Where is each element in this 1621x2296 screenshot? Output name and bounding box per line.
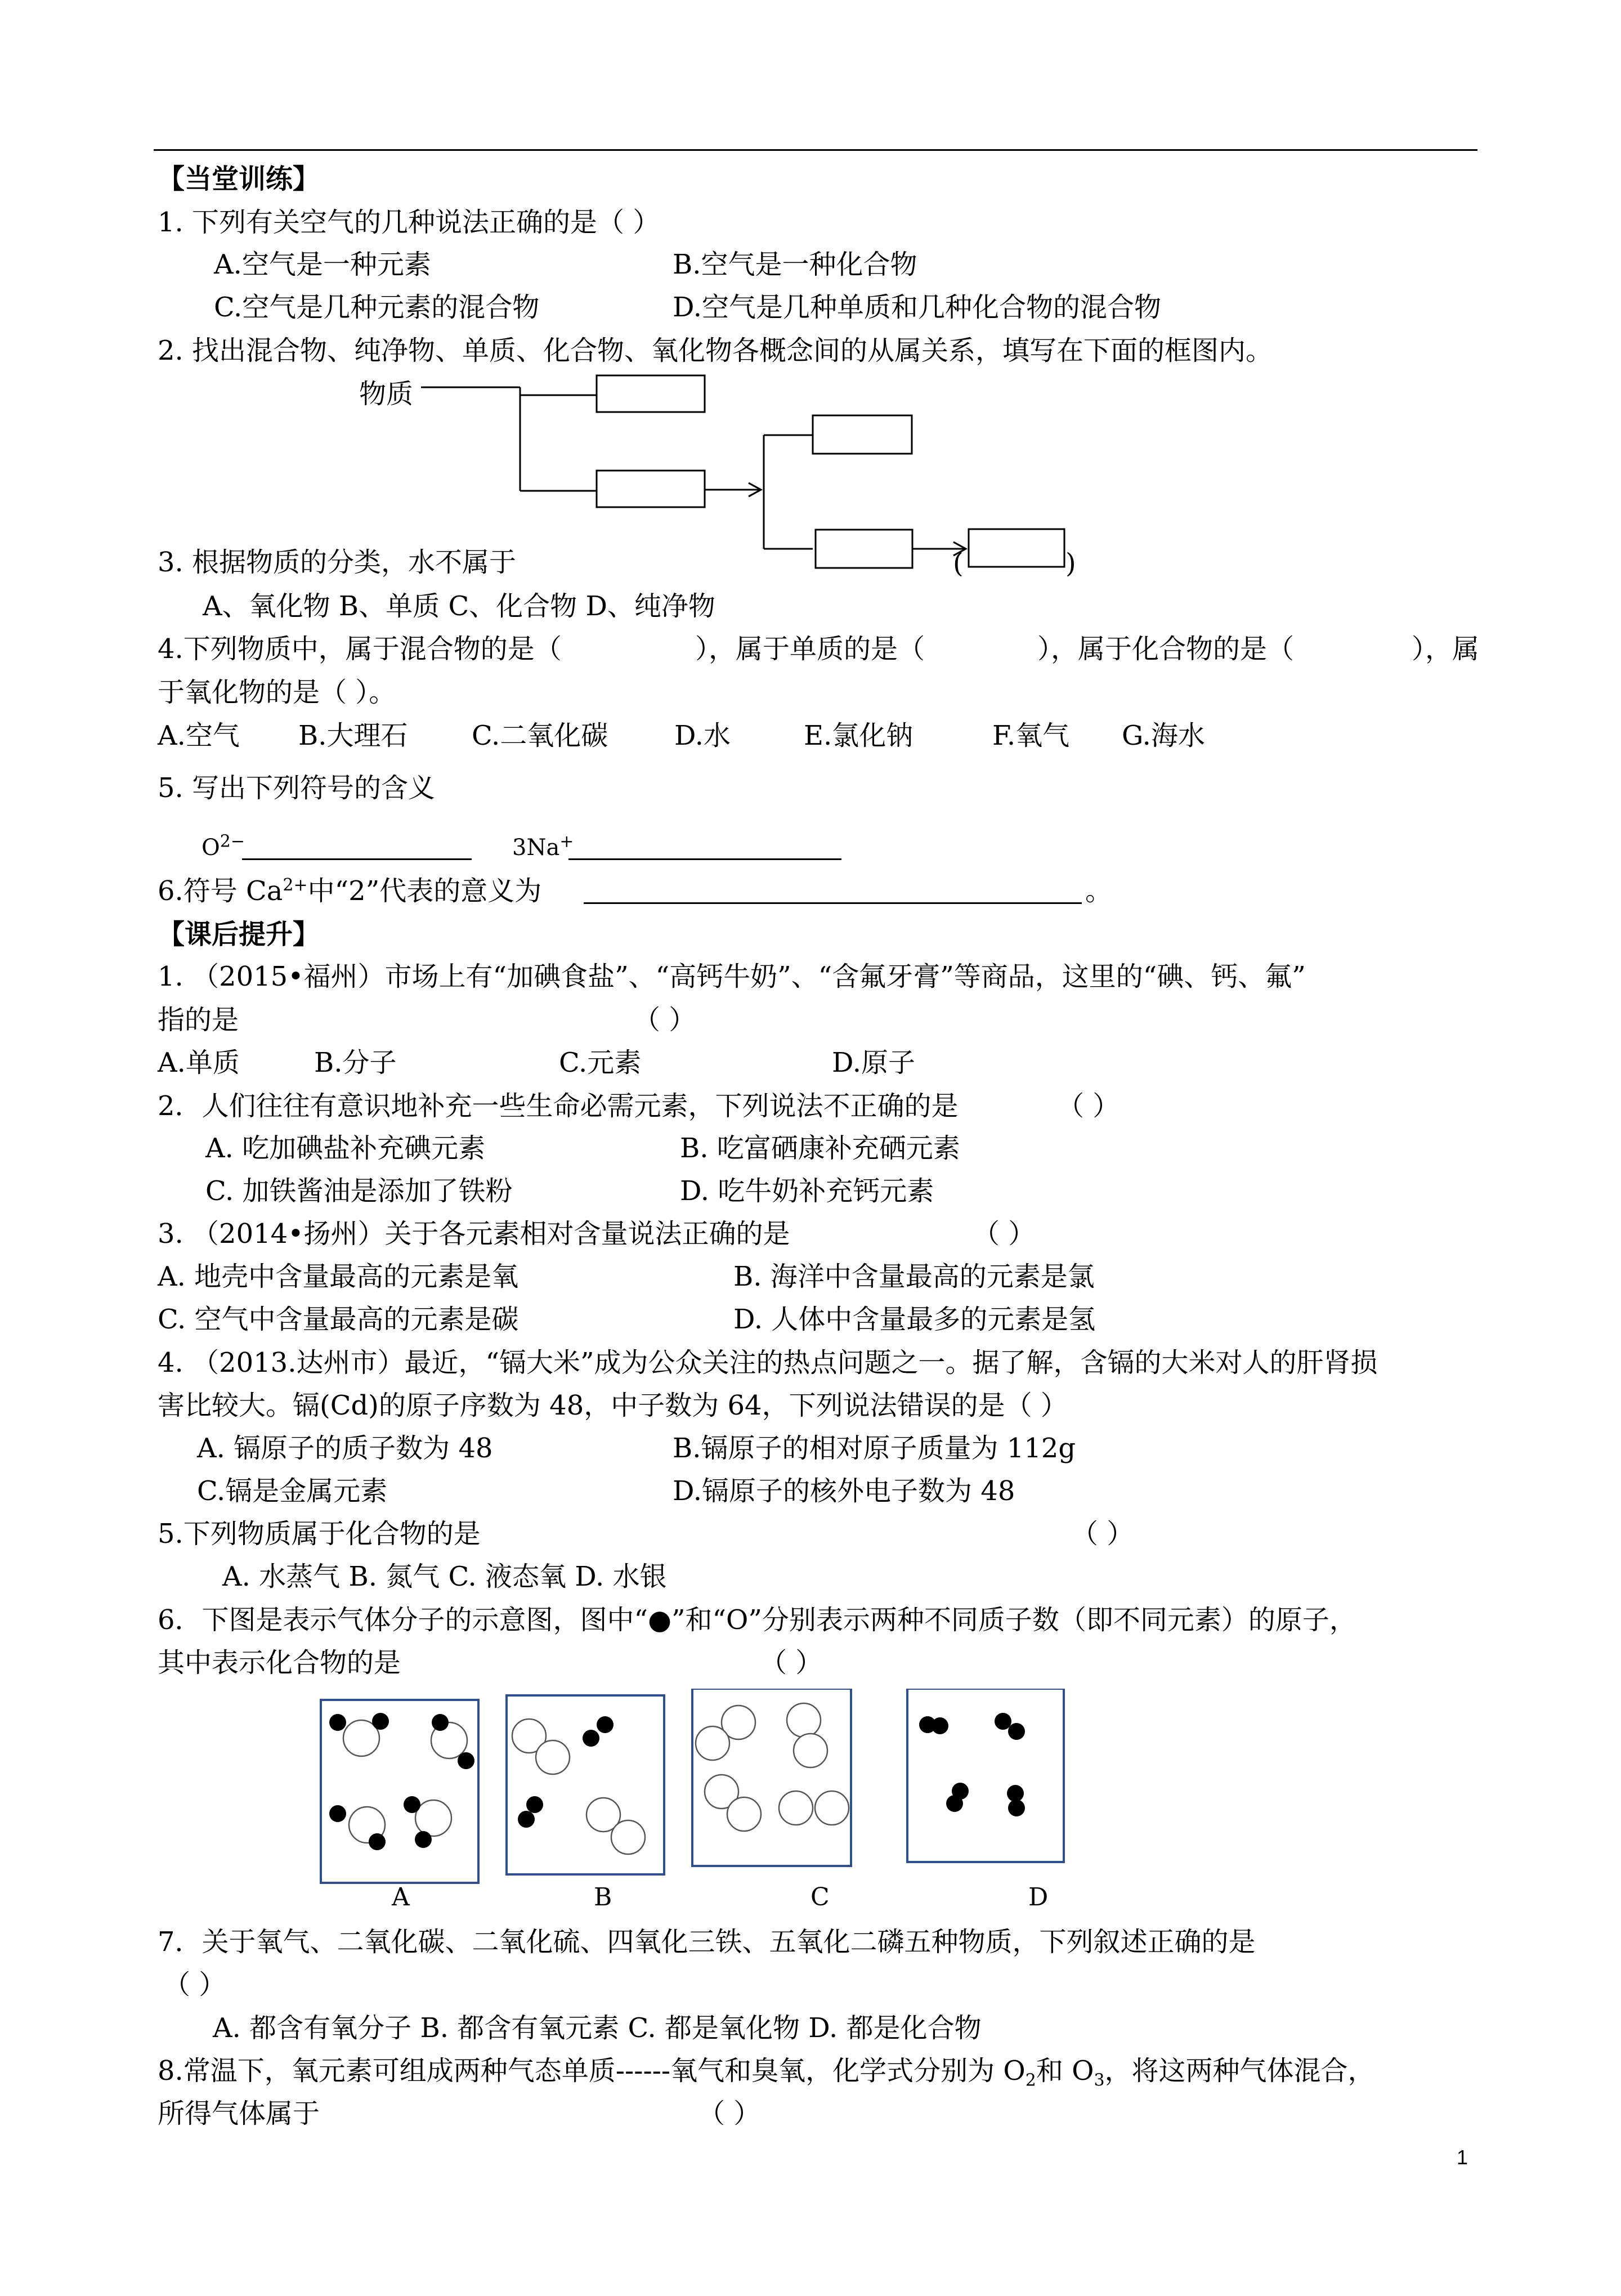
- q2-root-label: 物质: [359, 378, 414, 410]
- q6-answer-blank[interactable]: [584, 902, 1082, 904]
- q4-line1-b: ），属于单质的是（: [695, 633, 925, 665]
- section-title-classroom: 【当堂训练】: [158, 163, 320, 195]
- classification-diagram: [417, 366, 1114, 574]
- s2-q2-option-c: C. 加铁酱油是添加了铁粉: [205, 1175, 513, 1207]
- q5-stem: 5. 写出下列符号的含义: [158, 772, 436, 804]
- q1-option-a: A.空气是一种元素: [214, 249, 431, 280]
- molecule-diagrams: [315, 1689, 1081, 1891]
- q3-paren-close: ): [1065, 548, 1076, 579]
- q1-option-d: D.空气是几种单质和几种化合物的混合物: [673, 292, 1162, 323]
- q4-option-a: A.空气: [158, 720, 240, 751]
- q4-line2: 于氧化物的是（ ）。: [158, 677, 396, 708]
- q3-paren-open: (: [953, 548, 964, 579]
- diagram-box-5: [969, 529, 1064, 567]
- s2-q4-option-d: D.镉原子的核外电子数为 48: [673, 1475, 1015, 1507]
- q5-answer-blank-1[interactable]: [242, 858, 472, 860]
- s2-q6-line1: 6．下图是表示气体分子的示意图，图中“●”和“O”分别表示两种不同质子数（即不同元素）的原子，: [158, 1604, 1356, 1636]
- molecule-label-b: B: [594, 1883, 612, 1912]
- molecule-box-b: [507, 1695, 664, 1874]
- molecule-box-d: [907, 1689, 1064, 1862]
- molecule-label-d: D: [1028, 1883, 1049, 1912]
- q1-stem: 1. 下列有关空气的几种说法正确的是（ ）: [158, 207, 660, 238]
- page-number: 1: [1457, 2146, 1468, 2169]
- s2-q7-line1: 7．关于氧气、二氧化碳、二氧化硫、四氧化三铁、五氧化二磷五种物质，下列叙述正确的是: [158, 1926, 1256, 1958]
- s2-q3-stem: 3. （2014•扬州）关于各元素相对含量说法正确的是: [158, 1218, 790, 1250]
- s2-q2-stem: 2．人们往往有意识地补充一些生命必需元素，下列说法不正确的是: [158, 1090, 959, 1122]
- s2-q6-paren: （ ）: [760, 1647, 823, 1679]
- q4-option-g: G.海水: [1122, 720, 1205, 751]
- header-rule: [154, 149, 1477, 151]
- diagram-box-3: [813, 415, 912, 454]
- s2-q1-option-d: D.原子: [832, 1047, 916, 1078]
- q3-options: A、氧化物 B、单质 C、化合物 D、纯净物: [203, 590, 715, 622]
- diagram-box-1: [597, 375, 705, 412]
- s2-q8-line1: 8.常温下，氧元素可组成两种气态单质------氧气和臭氧，化学式分别为 $O_2$和 $O_3$，将这两种气体混合，: [158, 2055, 1375, 2091]
- s2-q3-option-d: D. 人体中含量最多的元素是氢: [733, 1304, 1096, 1335]
- q5-symbol-sodium-ion: 3Na+: [512, 831, 574, 861]
- q2-stem: 2. 找出混合物、纯净物、单质、化合物、氧化物各概念间的从属关系，填写在下面的框图内。: [158, 335, 1273, 366]
- molecule-label-a: A: [392, 1883, 410, 1912]
- section-title-after-class: 【课后提升】: [158, 919, 320, 950]
- s2-q1-option-a: A.单质: [158, 1047, 240, 1078]
- q4-option-e: E.氯化钠: [804, 720, 914, 751]
- q3-stem: 3. 根据物质的分类，水不属于: [158, 547, 517, 578]
- s2-q5-options: A. 水蒸气 B. 氮气 C. 液态氧 D. 水银: [222, 1561, 667, 1592]
- s2-q5-stem: 5.下列物质属于化合物的是: [158, 1518, 481, 1550]
- q4-line1-d: ），属: [1412, 633, 1480, 665]
- s2-q1-line1: 1. （2015•福州）市场上有“加碘食盐”、“高钙牛奶”、“含氟牙膏”等商品，这里的“碘、钙、氟”: [158, 961, 1306, 992]
- s2-q4-line1: 4. （2013.达州市）最近，“镉大米”成为公众关注的热点问题之一。据了解，含镉的大米对人的肝肾损: [158, 1347, 1378, 1379]
- s2-q4-option-c: C.镉是金属元素: [197, 1475, 388, 1507]
- q4-option-b: B.大理石: [298, 720, 408, 751]
- s2-q4-option-a: A. 镉原子的质子数为 48: [197, 1433, 493, 1464]
- q4-option-c: C.二氧化碳: [472, 720, 608, 751]
- s2-q3-paren: （ ）: [973, 1218, 1036, 1250]
- s2-q1-paren: （ ）: [633, 1004, 696, 1036]
- q4-line1-a: 4.下列物质中，属于混合物的是（: [158, 633, 562, 665]
- s2-q7-line2: （ ）: [163, 1969, 226, 2000]
- q6-period: 。: [1085, 875, 1113, 907]
- s2-q3-option-a: A. 地壳中含量最高的元素是氧: [158, 1261, 519, 1292]
- diagram-box-2: [597, 471, 705, 507]
- diagram-box-4: [816, 530, 912, 568]
- q1-option-b: B.空气是一种化合物: [673, 249, 917, 280]
- q4-line1-c: ），属于化合物的是（: [1037, 633, 1295, 665]
- s2-q4-option-b: B.镉原子的相对原子质量为 112g: [673, 1433, 1076, 1464]
- q6-stem: 6.符号 $Ca^{2+}$中“2”代表的意义为: [158, 875, 542, 907]
- s2-q6-line2: 其中表示化合物的是: [158, 1647, 401, 1679]
- s2-q2-option-b: B. 吃富硒康补充硒元素: [680, 1133, 960, 1164]
- q1-option-c: C.空气是几种元素的混合物: [214, 292, 540, 323]
- molecule-box-a: [321, 1700, 478, 1883]
- s2-q1-option-b: B.分子: [314, 1047, 397, 1078]
- q5-symbol-oxide-ion: $O^{2-}$: [201, 831, 245, 861]
- s2-q7-options: A. 都含有氧分子 B. 都含有氧元素 C. 都是氧化物 D. 都是化合物: [213, 2012, 982, 2044]
- s2-q2-option-a: A. 吃加碘盐补充碘元素: [205, 1133, 486, 1164]
- s2-q3-option-c: C. 空气中含量最高的元素是碳: [158, 1304, 519, 1335]
- s2-q5-paren: （ ）: [1071, 1518, 1134, 1550]
- molecule-label-c: C: [811, 1883, 830, 1912]
- q5-answer-blank-2[interactable]: [568, 858, 841, 860]
- s2-q8-paren: （ ）: [698, 2098, 761, 2129]
- s2-q3-option-b: B. 海洋中含量最高的元素是氯: [733, 1261, 1095, 1292]
- molecule-box-c: [692, 1689, 851, 1866]
- q4-option-d: D.水: [674, 720, 731, 751]
- s2-q2-option-d: D. 吃牛奶补充钙元素: [680, 1175, 934, 1207]
- q4-option-f: F.氧气: [992, 720, 1070, 751]
- s2-q8-line2: 所得气体属于: [158, 2098, 320, 2129]
- s2-q1-line2: 指的是: [158, 1004, 239, 1036]
- s2-q2-paren: （ ）: [1057, 1090, 1120, 1122]
- s2-q1-option-c: C.元素: [559, 1047, 642, 1078]
- s2-q4-line2: 害比较大。镉(Cd)的原子序数为 48，中子数为 64，下列说法错误的是（ ）: [158, 1390, 1068, 1421]
